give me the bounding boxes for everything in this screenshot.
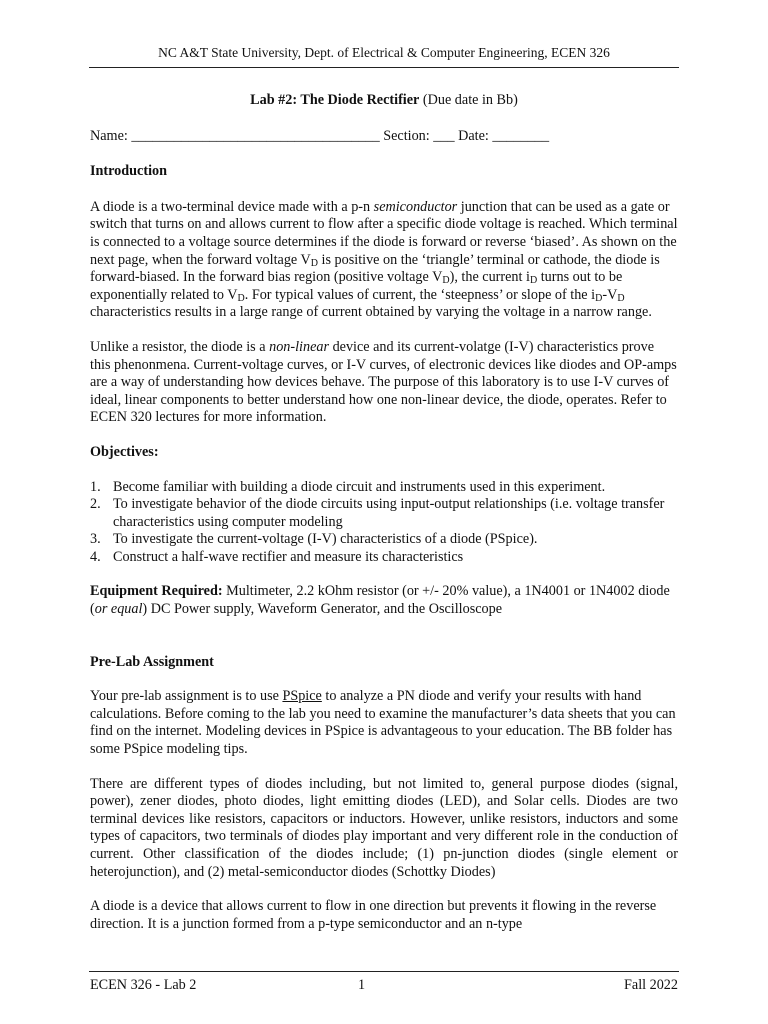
lab-title xyxy=(90,92,678,110)
date-blank: ________ xyxy=(492,127,550,144)
prelab-paragraph-2: There are different types of diodes including, but not limited to, general purpose diodes (signal, power), zener diodes, photo diodes, light emitting diodes (LED), and Solar cells. Diodes are two terminal devices like resistors, capacitors or inductors. However, unlike resistors, inductors and some types of capacitors, two terminals of diodes play important and very different role in the conduction of current. Other classification of the diodes include; (1) pn-junction diodes (single element or heterojunction), and (2) metal-semiconductor diodes (Schottky Diodes) xyxy=(90,775,678,880)
list-item: 3. To investigate the current-voltage (I-V) characteristics of a diode (PSpice). xyxy=(90,531,538,548)
footer-term: Fall 2022 xyxy=(624,977,678,993)
prelab-paragraph-1: Your pre-lab assignment is to use PSpice to analyze a PN diode and verify your results with hand calculations. Before coming to the lab you need to examine the manufacturer’s data sheets that you can find on the internet. Modeling devices in PSpice is advantageous to your education. The BB folder has some PSpice modeling tips. xyxy=(90,688,676,758)
section-label: Section: xyxy=(383,127,430,144)
objectives-heading: Objectives: xyxy=(90,443,159,460)
name-label: Name: xyxy=(90,127,128,144)
list-item: 1. Become familiar with building a diode circuit and instruments used in this experiment. xyxy=(90,478,606,495)
page-header: NC A&T State University, Dept. of Electrical & Computer Engineering, ECEN 326 xyxy=(158,45,610,60)
intro-paragraph-1: A diode is a two-terminal device made with a p-n semiconductor junction that can be used as a gate or switch that turns on and allows current to flow after a specific diode voltage is reached. Which terminal is connected to a voltage source determines if the diode is forward or reverse ‘biased’. As shown on the next page, when the forward voltage $V_D$ is positive on the ‘triangle’ terminal or cathode, the diode is forward-biased. In the forward bias region (positive voltage $V_D$), the current $i_D$ turns out to be exponentially related to $V_D$. For typical values of current, the ‘steepness’ or slope of the $i_D-V_D$ characteristics results in a large range of current obtained by varying the voltage in a narrow range. xyxy=(90,198,678,321)
footer-rule xyxy=(89,971,679,972)
date-label: Date: xyxy=(458,127,489,144)
lab-title-bold: Lab #2: The Diode Rectifier xyxy=(250,92,420,108)
pspice-link[interactable]: PSpice xyxy=(282,688,322,705)
equipment-label: Equipment Required: xyxy=(90,583,223,600)
introduction-heading: Introduction xyxy=(90,163,167,180)
intro-paragraph-2: Unlike a resistor, the diode is a non-linear device and its current-volatge (I-V) characteristics prove this phenonmena. Current-voltage curves, or I-V curves, of electronic devices like diodes and OP-amps are a way of understanding how devices behave. The purpose of this laboratory is to use I-V curves of ideal, linear components to better understand how one non-linear device, the diode, operates. Refer to ECEN 320 lectures for more information. xyxy=(90,338,677,426)
name-section-date-line xyxy=(90,128,678,146)
footer-course: ECEN 326 - Lab 2 xyxy=(90,977,197,993)
list-item: 2. To investigate behavior of the diode circuits using input-output relationships (i.e. voltage transfer characteristics using computer modeling xyxy=(90,496,665,530)
lab-title-due: (Due date in Bb) xyxy=(419,92,518,108)
name-blank: ___________________________________ xyxy=(131,127,380,144)
page-number: 1 xyxy=(358,977,366,993)
section-blank: ___ xyxy=(433,127,455,144)
page-body xyxy=(90,92,678,933)
prelab-paragraph-3: A diode is a device that allows current to flow in one direction but prevents it flowing in the reverse direction. It is a junction formed from a p-type semiconductor and an n-type xyxy=(90,898,657,932)
equipment-required: Equipment Required: Multimeter, 2.2 kOhm resistor (or +/- 20% value), a 1N4001 or 1N4002 diode (or equal) DC Power supply, Waveform Generator, and the Oscilloscope xyxy=(90,583,670,618)
list-item: 4. Construct a half-wave rectifier and measure its characteristics xyxy=(90,548,464,565)
objectives-list xyxy=(90,479,678,567)
header-rule xyxy=(89,67,679,68)
prelab-heading: Pre-Lab Assignment xyxy=(90,653,214,670)
